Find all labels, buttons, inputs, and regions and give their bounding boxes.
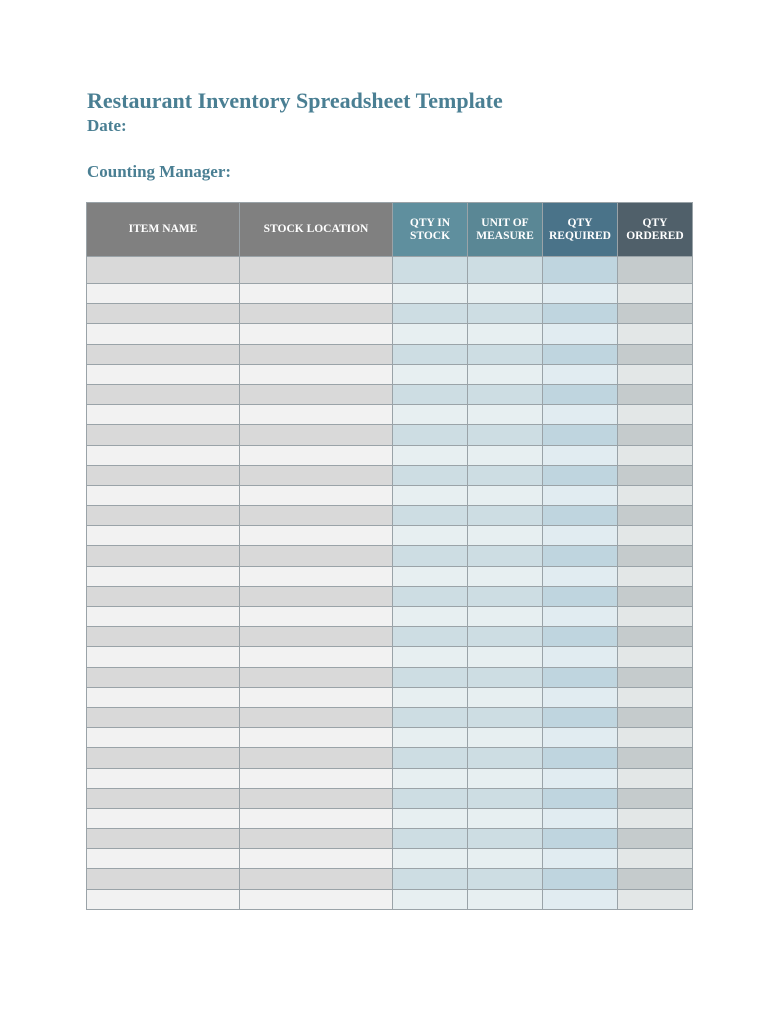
item-name-cell[interactable] bbox=[87, 284, 240, 304]
column-header-stock-location-text: STOCK LOCATION bbox=[263, 223, 369, 235]
stock-location-cell[interactable] bbox=[240, 788, 393, 808]
stock-location-cell[interactable] bbox=[240, 889, 393, 909]
item-name-cell[interactable] bbox=[87, 728, 240, 748]
column-header-qty-required-line1: QTY bbox=[567, 216, 593, 229]
item-name-cell[interactable] bbox=[87, 849, 240, 869]
qty-ordered-cell[interactable] bbox=[618, 566, 693, 586]
stock-location-cell[interactable] bbox=[240, 647, 393, 667]
item-name-cell[interactable] bbox=[87, 364, 240, 384]
stock-location-cell[interactable] bbox=[240, 869, 393, 889]
qty-in-stock-cell[interactable] bbox=[393, 506, 468, 526]
stock-location-cell[interactable] bbox=[240, 607, 393, 627]
item-name-cell[interactable] bbox=[87, 627, 240, 647]
stock-location-cell[interactable] bbox=[240, 566, 393, 586]
qty-in-stock-cell[interactable] bbox=[393, 304, 468, 324]
table-row bbox=[87, 324, 693, 344]
qty-required-cell[interactable] bbox=[543, 728, 618, 748]
unit-of-measure-cell[interactable] bbox=[468, 384, 543, 404]
unit-of-measure-cell[interactable] bbox=[468, 667, 543, 687]
stock-location-cell[interactable] bbox=[240, 667, 393, 687]
item-name-cell[interactable] bbox=[87, 687, 240, 707]
qty-required-cell[interactable] bbox=[543, 257, 618, 284]
qty-in-stock-cell[interactable] bbox=[393, 707, 468, 727]
qty-ordered-cell[interactable] bbox=[618, 304, 693, 324]
qty-required-cell[interactable] bbox=[543, 748, 618, 768]
stock-location-cell[interactable] bbox=[240, 768, 393, 788]
stock-location-cell[interactable] bbox=[240, 829, 393, 849]
qty-ordered-cell[interactable] bbox=[618, 506, 693, 526]
column-header-qty-in-stock-line2: STOCK bbox=[409, 229, 451, 242]
column-header-unit-of-measure-line2: MEASURE bbox=[476, 229, 534, 242]
unit-of-measure-cell[interactable] bbox=[468, 627, 543, 647]
qty-in-stock-cell[interactable] bbox=[393, 647, 468, 667]
stock-location-cell[interactable] bbox=[240, 465, 393, 485]
table-row bbox=[87, 748, 693, 768]
stock-location-cell[interactable] bbox=[240, 304, 393, 324]
table-row bbox=[87, 304, 693, 324]
stock-location-cell[interactable] bbox=[240, 485, 393, 505]
item-name-cell[interactable] bbox=[87, 768, 240, 788]
table-row bbox=[87, 566, 693, 586]
table-row bbox=[87, 526, 693, 546]
item-name-cell[interactable] bbox=[87, 647, 240, 667]
qty-required-cell[interactable] bbox=[543, 344, 618, 364]
column-header-stock-location bbox=[240, 203, 393, 257]
table-row bbox=[87, 647, 693, 667]
qty-ordered-cell[interactable] bbox=[618, 707, 693, 727]
counting-manager-label: Counting Manager: bbox=[87, 162, 232, 181]
table-row bbox=[87, 627, 693, 647]
item-name-cell[interactable] bbox=[87, 465, 240, 485]
table-row bbox=[87, 257, 693, 284]
qty-required-cell[interactable] bbox=[543, 829, 618, 849]
qty-ordered-cell[interactable] bbox=[618, 364, 693, 384]
qty-in-stock-cell[interactable] bbox=[393, 445, 468, 465]
unit-of-measure-cell[interactable] bbox=[468, 405, 543, 425]
column-header-qty-ordered-line1: QTY bbox=[642, 216, 668, 229]
qty-in-stock-cell[interactable] bbox=[393, 344, 468, 364]
qty-ordered-cell[interactable] bbox=[618, 607, 693, 627]
qty-in-stock-cell[interactable] bbox=[393, 546, 468, 566]
column-header-qty-in-stock-line1: QTY IN bbox=[409, 216, 451, 229]
qty-ordered-cell[interactable] bbox=[618, 586, 693, 606]
stock-location-cell[interactable] bbox=[240, 526, 393, 546]
table-row bbox=[87, 425, 693, 445]
stock-location-cell[interactable] bbox=[240, 284, 393, 304]
qty-ordered-cell[interactable] bbox=[618, 546, 693, 566]
unit-of-measure-cell[interactable] bbox=[468, 647, 543, 667]
table-row bbox=[87, 728, 693, 748]
qty-in-stock-cell[interactable] bbox=[393, 829, 468, 849]
qty-required-cell[interactable] bbox=[543, 546, 618, 566]
qty-required-cell[interactable] bbox=[543, 889, 618, 909]
qty-ordered-cell[interactable] bbox=[618, 889, 693, 909]
inventory-table bbox=[86, 202, 693, 910]
item-name-cell[interactable] bbox=[87, 425, 240, 445]
unit-of-measure-cell[interactable] bbox=[468, 728, 543, 748]
stock-location-cell[interactable] bbox=[240, 384, 393, 404]
table-row bbox=[87, 849, 693, 869]
unit-of-measure-cell[interactable] bbox=[468, 344, 543, 364]
item-name-cell[interactable] bbox=[87, 546, 240, 566]
item-name-cell[interactable] bbox=[87, 257, 240, 284]
column-header-item-name bbox=[87, 203, 240, 257]
column-header-qty-required bbox=[543, 203, 618, 257]
item-name-cell[interactable] bbox=[87, 829, 240, 849]
unit-of-measure-cell[interactable] bbox=[468, 788, 543, 808]
qty-in-stock-cell[interactable] bbox=[393, 405, 468, 425]
stock-location-cell[interactable] bbox=[240, 748, 393, 768]
item-name-cell[interactable] bbox=[87, 748, 240, 768]
unit-of-measure-cell[interactable] bbox=[468, 607, 543, 627]
column-header-qty-ordered-line2: ORDERED bbox=[626, 229, 684, 242]
table-row bbox=[87, 808, 693, 828]
qty-ordered-cell[interactable] bbox=[618, 748, 693, 768]
stock-location-cell[interactable] bbox=[240, 546, 393, 566]
table-row bbox=[87, 667, 693, 687]
unit-of-measure-cell[interactable] bbox=[468, 889, 543, 909]
unit-of-measure-cell[interactable] bbox=[468, 257, 543, 284]
stock-location-cell[interactable] bbox=[240, 808, 393, 828]
item-name-cell[interactable] bbox=[87, 586, 240, 606]
qty-in-stock-cell[interactable] bbox=[393, 627, 468, 647]
qty-required-cell[interactable] bbox=[543, 768, 618, 788]
unit-of-measure-cell[interactable] bbox=[468, 465, 543, 485]
qty-required-cell[interactable] bbox=[543, 647, 618, 667]
qty-in-stock-cell[interactable] bbox=[393, 889, 468, 909]
qty-required-cell[interactable] bbox=[543, 788, 618, 808]
qty-ordered-cell[interactable] bbox=[618, 344, 693, 364]
qty-required-cell[interactable] bbox=[543, 607, 618, 627]
item-name-cell[interactable] bbox=[87, 344, 240, 364]
qty-required-cell[interactable] bbox=[543, 566, 618, 586]
stock-location-cell[interactable] bbox=[240, 324, 393, 344]
qty-ordered-cell[interactable] bbox=[618, 808, 693, 828]
table-row bbox=[87, 465, 693, 485]
qty-required-cell[interactable] bbox=[543, 405, 618, 425]
column-header-item-name-text: ITEM NAME bbox=[128, 223, 198, 235]
qty-in-stock-cell[interactable] bbox=[393, 586, 468, 606]
qty-required-cell[interactable] bbox=[543, 869, 618, 889]
item-name-cell[interactable] bbox=[87, 869, 240, 889]
qty-required-cell[interactable] bbox=[543, 324, 618, 344]
qty-in-stock-cell[interactable] bbox=[393, 324, 468, 344]
qty-required-cell[interactable] bbox=[543, 445, 618, 465]
qty-required-cell[interactable] bbox=[543, 849, 618, 869]
table-row bbox=[87, 364, 693, 384]
inventory-table-body bbox=[87, 257, 693, 910]
item-name-cell[interactable] bbox=[87, 808, 240, 828]
unit-of-measure-cell[interactable] bbox=[468, 869, 543, 889]
column-header-unit-of-measure bbox=[468, 203, 543, 257]
qty-in-stock-cell[interactable] bbox=[393, 728, 468, 748]
page-title: Restaurant Inventory Spreadsheet Template bbox=[87, 88, 503, 113]
qty-in-stock-cell[interactable] bbox=[393, 257, 468, 284]
unit-of-measure-cell[interactable] bbox=[468, 284, 543, 304]
stock-location-cell[interactable] bbox=[240, 405, 393, 425]
qty-required-cell[interactable] bbox=[543, 465, 618, 485]
item-name-cell[interactable] bbox=[87, 445, 240, 465]
qty-in-stock-cell[interactable] bbox=[393, 808, 468, 828]
qty-required-cell[interactable] bbox=[543, 364, 618, 384]
stock-location-cell[interactable] bbox=[240, 849, 393, 869]
unit-of-measure-cell[interactable] bbox=[468, 808, 543, 828]
unit-of-measure-cell[interactable] bbox=[468, 849, 543, 869]
table-row bbox=[87, 707, 693, 727]
stock-location-cell[interactable] bbox=[240, 627, 393, 647]
item-name-cell[interactable] bbox=[87, 526, 240, 546]
qty-in-stock-cell[interactable] bbox=[393, 607, 468, 627]
column-header-qty-required-line2: REQUIRED bbox=[549, 229, 611, 242]
qty-required-cell[interactable] bbox=[543, 627, 618, 647]
item-name-cell[interactable] bbox=[87, 506, 240, 526]
column-header-unit-of-measure-line1: UNIT OF bbox=[481, 216, 529, 229]
table-row bbox=[87, 869, 693, 889]
item-name-cell[interactable] bbox=[87, 667, 240, 687]
stock-location-cell[interactable] bbox=[240, 364, 393, 384]
stock-location-cell[interactable] bbox=[240, 687, 393, 707]
table-row bbox=[87, 829, 693, 849]
unit-of-measure-cell[interactable] bbox=[468, 748, 543, 768]
qty-required-cell[interactable] bbox=[543, 485, 618, 505]
qty-required-cell[interactable] bbox=[543, 526, 618, 546]
qty-ordered-cell[interactable] bbox=[618, 384, 693, 404]
date-label: Date: bbox=[87, 116, 127, 135]
unit-of-measure-cell[interactable] bbox=[468, 546, 543, 566]
item-name-cell[interactable] bbox=[87, 304, 240, 324]
qty-in-stock-cell[interactable] bbox=[393, 667, 468, 687]
stock-location-cell[interactable] bbox=[240, 506, 393, 526]
unit-of-measure-cell[interactable] bbox=[468, 304, 543, 324]
table-row bbox=[87, 788, 693, 808]
item-name-cell[interactable] bbox=[87, 405, 240, 425]
qty-required-cell[interactable] bbox=[543, 707, 618, 727]
qty-required-cell[interactable] bbox=[543, 667, 618, 687]
qty-ordered-cell[interactable] bbox=[618, 405, 693, 425]
table-row bbox=[87, 586, 693, 606]
qty-required-cell[interactable] bbox=[543, 284, 618, 304]
qty-required-cell[interactable] bbox=[543, 384, 618, 404]
unit-of-measure-cell[interactable] bbox=[468, 485, 543, 505]
qty-required-cell[interactable] bbox=[543, 506, 618, 526]
qty-in-stock-cell[interactable] bbox=[393, 687, 468, 707]
unit-of-measure-cell[interactable] bbox=[468, 445, 543, 465]
unit-of-measure-cell[interactable] bbox=[468, 707, 543, 727]
qty-ordered-cell[interactable] bbox=[618, 869, 693, 889]
item-name-cell[interactable] bbox=[87, 788, 240, 808]
qty-in-stock-cell[interactable] bbox=[393, 748, 468, 768]
qty-ordered-cell[interactable] bbox=[618, 284, 693, 304]
table-row bbox=[87, 607, 693, 627]
unit-of-measure-cell[interactable] bbox=[468, 324, 543, 344]
qty-ordered-cell[interactable] bbox=[618, 829, 693, 849]
qty-required-cell[interactable] bbox=[543, 808, 618, 828]
qty-ordered-cell[interactable] bbox=[618, 324, 693, 344]
qty-in-stock-cell[interactable] bbox=[393, 384, 468, 404]
qty-ordered-cell[interactable] bbox=[618, 445, 693, 465]
table-row bbox=[87, 485, 693, 505]
stock-location-cell[interactable] bbox=[240, 425, 393, 445]
item-name-cell[interactable] bbox=[87, 889, 240, 909]
qty-in-stock-cell[interactable] bbox=[393, 425, 468, 445]
table-row bbox=[87, 687, 693, 707]
unit-of-measure-cell[interactable] bbox=[468, 687, 543, 707]
header-row bbox=[87, 203, 693, 257]
table-row bbox=[87, 405, 693, 425]
qty-ordered-cell[interactable] bbox=[618, 667, 693, 687]
qty-ordered-cell[interactable] bbox=[618, 768, 693, 788]
unit-of-measure-cell[interactable] bbox=[468, 364, 543, 384]
qty-in-stock-cell[interactable] bbox=[393, 869, 468, 889]
qty-in-stock-cell[interactable] bbox=[393, 465, 468, 485]
item-name-cell[interactable] bbox=[87, 566, 240, 586]
item-name-cell[interactable] bbox=[87, 324, 240, 344]
qty-in-stock-cell[interactable] bbox=[393, 566, 468, 586]
qty-in-stock-cell[interactable] bbox=[393, 768, 468, 788]
table-row bbox=[87, 384, 693, 404]
qty-required-cell[interactable] bbox=[543, 687, 618, 707]
qty-ordered-cell[interactable] bbox=[618, 788, 693, 808]
stock-location-cell[interactable] bbox=[240, 445, 393, 465]
unit-of-measure-cell[interactable] bbox=[468, 586, 543, 606]
stock-location-cell[interactable] bbox=[240, 344, 393, 364]
stock-location-cell[interactable] bbox=[240, 586, 393, 606]
qty-in-stock-cell[interactable] bbox=[393, 849, 468, 869]
qty-ordered-cell[interactable] bbox=[618, 425, 693, 445]
item-name-cell[interactable] bbox=[87, 485, 240, 505]
unit-of-measure-cell[interactable] bbox=[468, 829, 543, 849]
table-row bbox=[87, 344, 693, 364]
item-name-cell[interactable] bbox=[87, 707, 240, 727]
qty-in-stock-cell[interactable] bbox=[393, 284, 468, 304]
item-name-cell[interactable] bbox=[87, 384, 240, 404]
qty-ordered-cell[interactable] bbox=[618, 849, 693, 869]
table-row bbox=[87, 284, 693, 304]
unit-of-measure-cell[interactable] bbox=[468, 566, 543, 586]
qty-ordered-cell[interactable] bbox=[618, 647, 693, 667]
qty-in-stock-cell[interactable] bbox=[393, 788, 468, 808]
qty-in-stock-cell[interactable] bbox=[393, 526, 468, 546]
table-row bbox=[87, 889, 693, 909]
stock-location-cell[interactable] bbox=[240, 257, 393, 284]
qty-ordered-cell[interactable] bbox=[618, 627, 693, 647]
item-name-cell[interactable] bbox=[87, 607, 240, 627]
table-row bbox=[87, 506, 693, 526]
qty-ordered-cell[interactable] bbox=[618, 526, 693, 546]
stock-location-cell[interactable] bbox=[240, 728, 393, 748]
qty-ordered-cell[interactable] bbox=[618, 485, 693, 505]
stock-location-cell[interactable] bbox=[240, 707, 393, 727]
qty-in-stock-cell[interactable] bbox=[393, 485, 468, 505]
unit-of-measure-cell[interactable] bbox=[468, 425, 543, 445]
unit-of-measure-cell[interactable] bbox=[468, 506, 543, 526]
table-row bbox=[87, 768, 693, 788]
column-header-qty-ordered bbox=[618, 203, 693, 257]
qty-required-cell[interactable] bbox=[543, 304, 618, 324]
qty-ordered-cell[interactable] bbox=[618, 257, 693, 284]
qty-ordered-cell[interactable] bbox=[618, 728, 693, 748]
qty-required-cell[interactable] bbox=[543, 586, 618, 606]
qty-in-stock-cell[interactable] bbox=[393, 364, 468, 384]
unit-of-measure-cell[interactable] bbox=[468, 526, 543, 546]
table-row bbox=[87, 546, 693, 566]
qty-ordered-cell[interactable] bbox=[618, 465, 693, 485]
table-row bbox=[87, 445, 693, 465]
qty-required-cell[interactable] bbox=[543, 425, 618, 445]
column-header-qty-in-stock bbox=[393, 203, 468, 257]
unit-of-measure-cell[interactable] bbox=[468, 768, 543, 788]
qty-ordered-cell[interactable] bbox=[618, 687, 693, 707]
